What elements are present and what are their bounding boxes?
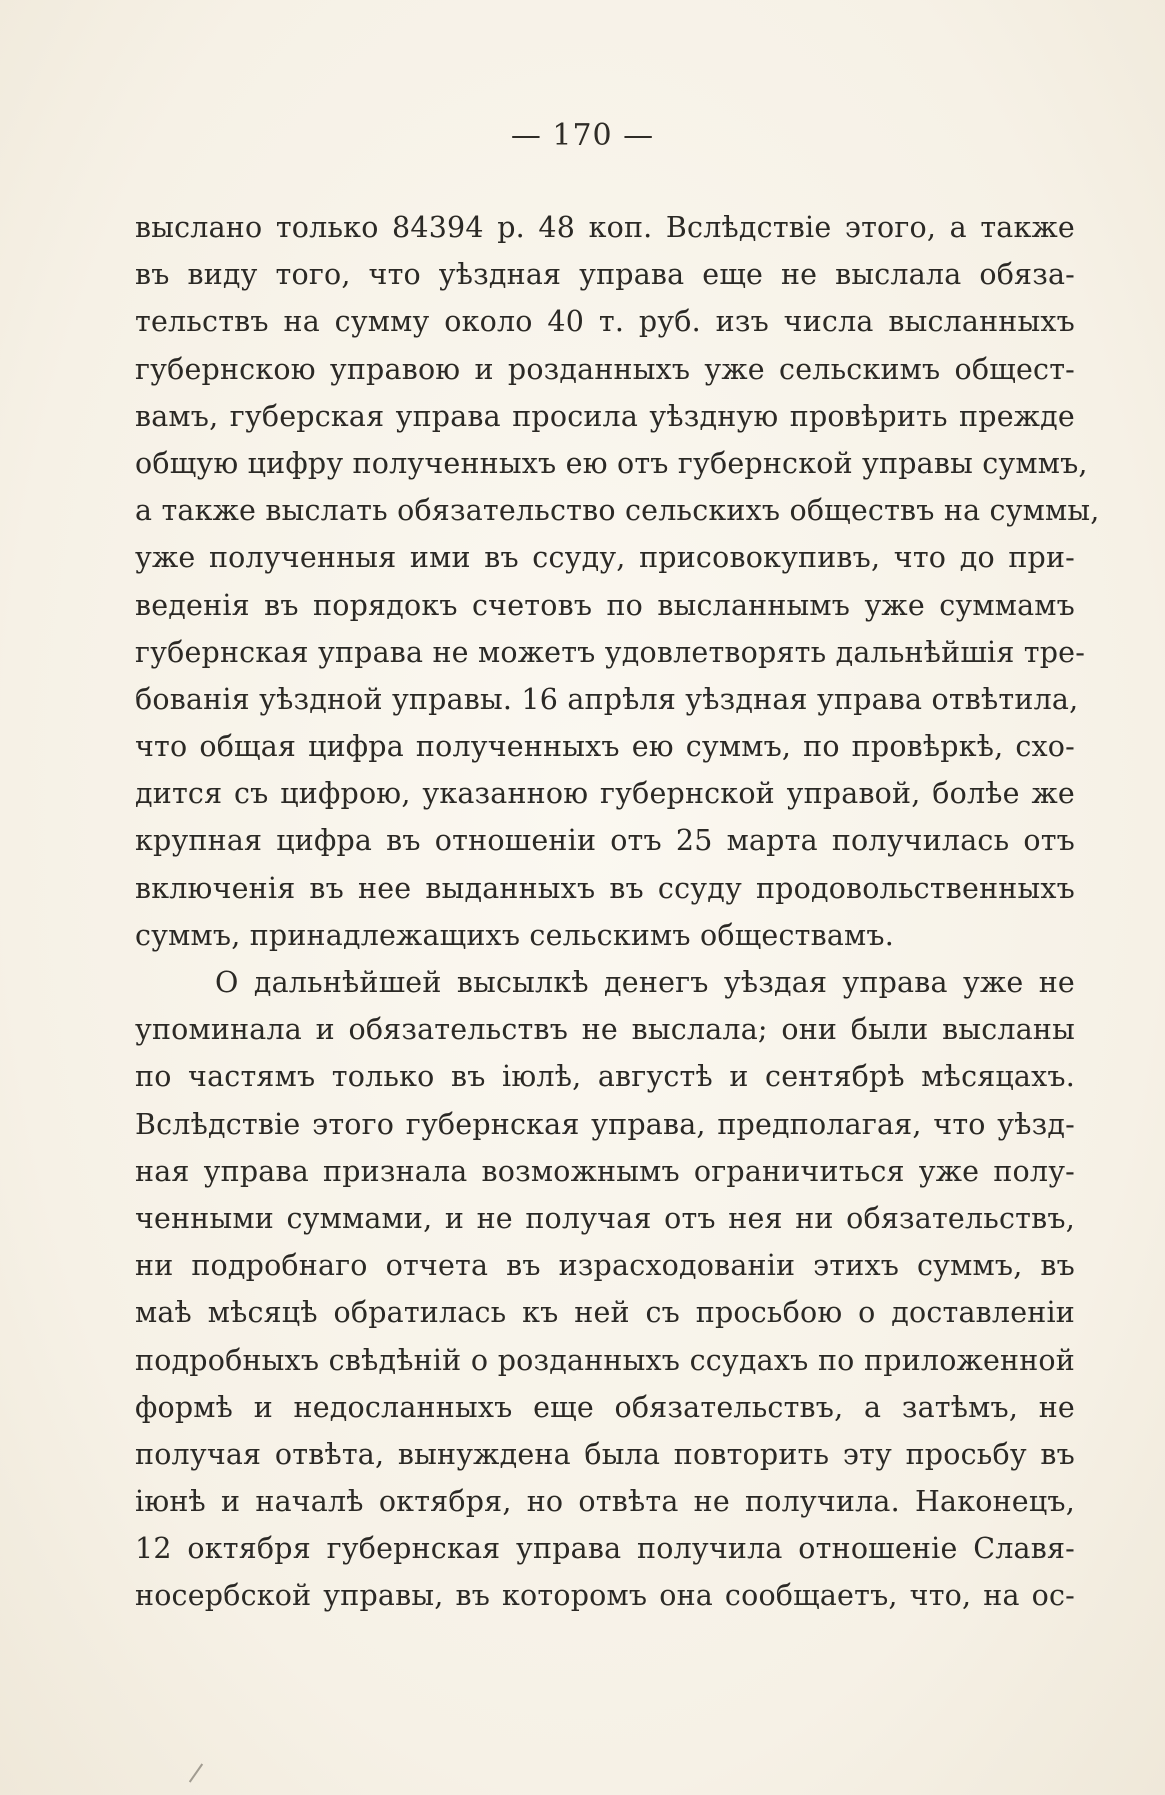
text-line: носербской управы, въ которомъ она сообщаетъ, что, на ос- (135, 1579, 1075, 1613)
text-line: подробныхъ свѣдѣній о розданныхъ ссудахъ по приложенной (135, 1343, 1075, 1377)
ink-mark (189, 1763, 203, 1782)
text-line: крупная цифра въ отношеніи отъ 25 марта получилась отъ (135, 824, 1075, 858)
text-line: суммъ, принадлежащихъ сельскимъ обществамъ. (135, 918, 895, 952)
text-line: по частямъ только въ іюлѣ, августѣ и сентябрѣ мѣсяцахъ. (135, 1060, 1075, 1094)
text-line: уже полученныя ими въ ссуду, присовокупивъ, что до при- (135, 541, 1075, 575)
text-line: Вслѣдствіе этого губернская управа, предполагая, что уѣзд- (135, 1107, 1075, 1141)
text-line: общую цифру полученныхъ ею отъ губернской управы суммъ, (135, 446, 1088, 480)
text-line: маѣ мѣсяцѣ обратилась къ ней съ просьбою о доставленіи (135, 1296, 1075, 1330)
text-line: тельствъ на сумму около 40 т. руб. изъ числа высланныхъ (135, 305, 1075, 339)
text-line: упоминала и обязательствъ не выслала; они были высланы (135, 1013, 1075, 1047)
body-text (135, 204, 1100, 1620)
text-line: формѣ и недосланныхъ еще обязательствъ, а затѣмъ, не (135, 1390, 1075, 1424)
text-line: О дальнѣйшей высылкѣ денегъ уѣздая управа уже не (215, 966, 1075, 999)
text-line: что общая цифра полученныхъ ею суммъ, по провѣркѣ, схо- (135, 730, 1075, 764)
page-number: — 170 — (510, 118, 655, 153)
text-line: ченными суммами, и не получая отъ нея ни обязательствъ, (135, 1201, 1075, 1235)
text-line: включенія въ нее выданныхъ въ ссуду продовольственныхъ (135, 871, 1075, 905)
paragraph-2 (135, 959, 1075, 1620)
text-line: вамъ, губерская управа просила уѣздную провѣрить прежде (135, 399, 1075, 433)
text-line: получая отвѣта, вынуждена была повторить эту просьбу въ (135, 1437, 1075, 1471)
paragraph-1 (135, 204, 1100, 959)
text-line: ная управа признала возможнымъ ограничиться уже полу- (135, 1154, 1075, 1188)
text-line: въ виду того, что уѣздная управа еще не выслала обяза- (135, 258, 1075, 292)
text-line: іюнѣ и началѣ октября, но отвѣта не получила. Наконецъ, (135, 1485, 1075, 1519)
text-line: бованія уѣздной управы. 16 апрѣля уѣздная управа отвѣтила, (135, 682, 1079, 716)
text-line: губернскою управою и розданныхъ уже сельскимъ общест- (135, 352, 1075, 386)
text-line: ни подробнаго отчета въ израсходованіи этихъ суммъ, въ (135, 1249, 1075, 1283)
text-line: выслано только 84394 р. 48 коп. Вслѣдствіе этого, а также (135, 211, 1075, 244)
text-line: дится съ цифрою, указанною губернской управой, болѣе же (135, 777, 1075, 811)
text-line: веденія въ порядокъ счетовъ по высланнымъ уже суммамъ (135, 588, 1075, 622)
text-line: а также выслать обязательство сельскихъ обществъ на суммы, (135, 494, 1100, 528)
text-line: губернская управа не можетъ удовлетворять дальнѣйшія тре- (135, 635, 1086, 669)
text-line: 12 октября губернская управа получила отношеніе Славя- (135, 1532, 1075, 1566)
